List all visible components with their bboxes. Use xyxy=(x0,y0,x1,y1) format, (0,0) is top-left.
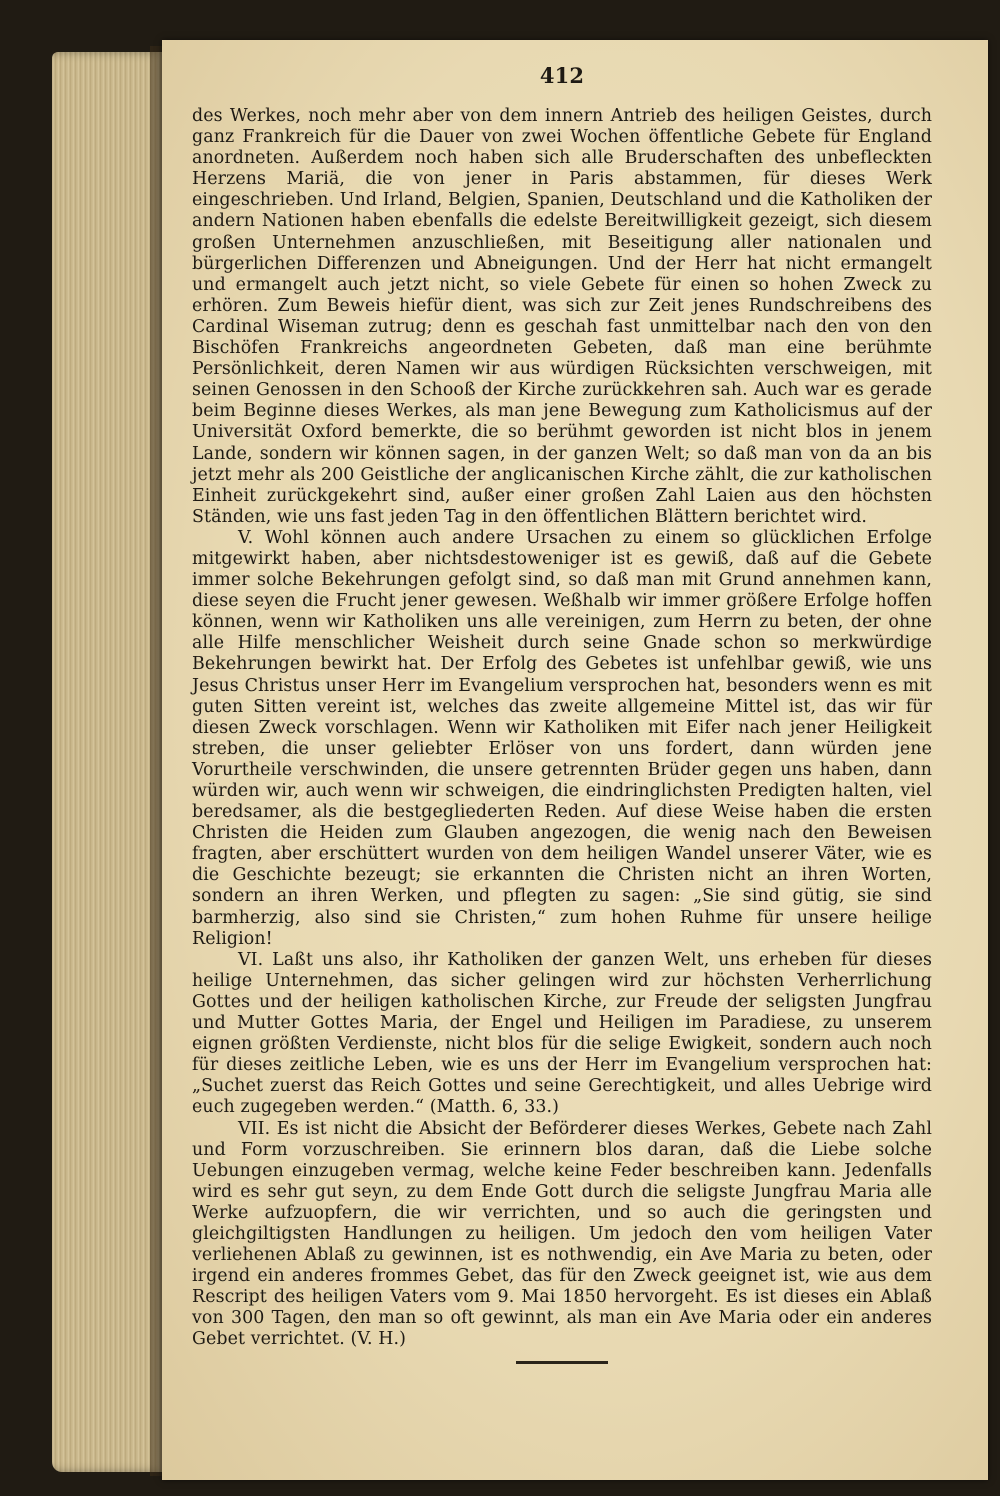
paragraph-section-v: V. Wohl können auch andere Ursachen zu einem so glücklichen Erfolge mitgewirkt haben, aber nichtsdestoweniger ist es gewiß, daß auf die Gebete immer solche Bekehrungen gefolgt sind, so daß man mit Grund annehmen kann, diese seyen die Frucht jener gewesen. Weßhalb wir immer größere Erfolge hoffen können, wenn wir Katholiken uns alle vereinigen, zum Herrn zu beten, der ohne alle Hilfe menschlicher Weisheit durch seine Gnade schon so merkwürdige Bekehrungen bewirkt hat. Der Erfolg des Gebetes ist unfehlbar gewiß, wie uns Jesus Christus unser Herr im Evangelium versprochen hat, besonders wenn es mit guten Sitten vereint ist, welches das zweite allgemeine Mittel ist, das wir für diesen Zweck vorschlagen. Wenn wir Katholiken mit Eifer nach jener Heiligkeit streben, die unser geliebter Erlöser von uns fordert, dann würden jene Vorurtheile verschwinden, die unsere getrennten Brüder gegen uns haben, dann würden wir, auch wenn wir schweigen, die eindringlichsten Predigten halten, viel beredsamer, als die bestgegliederten Reden. Auf diese Weise haben die ersten Christen die Heiden zum Glauben angezogen, die wenig nach den Beweisen fragten, aber erschüttert wurden von dem heiligen Wandel unserer Väter, wie es die Geschichte bezeugt; sie erkannten die Christen nicht an ihren Worten, sondern an ihren Werken, und pflegten zu sagen: „Sie sind gütig, sie sind barmherzig, also sind sie Christen,“ zum hohen Ruhme für unsere heilige Religion! xyxy=(192,527,932,949)
paragraph-section-vii: VII. Es ist nicht die Absicht der Beförderer dieses Werkes, Gebete nach Zahl und Form vorzuschreiben. Sie erinnern blos daran, daß die Liebe solche Uebungen einzugeben vermag, welche keine Feder beschreiben kann. Jedenfalls wird es sehr gut seyn, zu dem Ende Gott durch die seligste Jungfrau Maria alle Werke aufzuopfern, die wir verrichten, und so auch die geringsten und gleichgiltigsten Handlungen zu heiligen. Um jedoch den vom heiligen Vater verliehenen Ablaß zu gewinnen, ist es nothwendig, ein Ave Maria zu beten, oder irgend ein anderes frommes Gebet, das für den Zweck geeignet ist, wie aus dem Rescript des heiligen Vaters vom 9. Mai 1850 hervorgeht. Es ist dieses ein Ablaß von 300 Tagen, den man so oft gewinnt, als man ein Ave Maria oder ein anderes Gebet verrichtet. (V. H.) xyxy=(192,1118,932,1350)
paragraph-continuation: des Werkes, noch mehr aber von dem innern Antrieb des heiligen Geistes, durch ganz Frankreich für die Dauer von zwei Wochen öffentliche Gebete für England anordneten. Außerdem noch haben sich alle Bruderschaften des unbefleckten Herzens Mariä, die von jener in Paris abstammen, für dieses Werk eingeschrieben. Und Irland, Belgien, Spanien, Deutschland und die Katholiken der andern Nationen haben ebenfalls die edelste Bereitwilligkeit gezeigt, sich diesem großen Unternehmen anzuschließen, mit Beseitigung aller nationalen und bürgerlichen Differenzen und Abneigungen. Und der Herr hat nicht ermangelt und ermangelt auch jetzt nicht, so viele Gebete für einen so hohen Zweck zu erhören. Zum Beweis hiefür dient, was sich zur Zeit jenes Rundschreibens des Cardinal Wiseman zutrug; denn es geschah fast unmittelbar nach den von den Bischöfen Frankreichs angeordneten Gebeten, daß man eine berühmte Persönlichkeit, deren Namen wir aus würdigen Rücksichten verschweigen, mit seinen Genossen in den Schooß der Kirche zurückkehren sah. Auch war es gerade beim Beginne dieses Werkes, als man jene Bewegung zum Katholicismus auf der Universität Oxford bemerkte, die so berühmt geworden ist nicht blos in jenem Lande, sondern wir können sagen, in der ganzen Welt; so daß man von da an bis jetzt mehr als 200 Geistliche der anglicanischen Kirche zählt, die zur katholischen Einheit zurückgekehrt sind, außer einer großen Zahl Laien aus den höchsten Ständen, wie uns fast jeden Tag in den öffentlichen Blättern berichtet wird. xyxy=(192,106,932,527)
page-number: 412 xyxy=(539,63,585,88)
paragraph-section-vi: VI. Laßt uns also, ihr Katholiken der ganzen Welt, uns erheben für dieses heilige Unternehmen, das sicher gelingen wird zur höchsten Verherrlichung Gottes und der heiligen katholischen Kirche, zur Freude der seligsten Jungfrau und Mutter Gottes Maria, der Engel und Heiligen im Paradiese, zu unserem eignen größten Verdienste, nicht blos für die selige Ewigkeit, sondern auch noch für dieses zeitliche Leben, wie es uns der Herr im Evangelium versprochen hat: „Suchet zuerst das Reich Gottes und seine Gerechtigkeit, und alles Uebrige wird euch zugegeben werden.“ (Matth. 6, 33.) xyxy=(192,949,932,1118)
page-edges xyxy=(52,52,164,1472)
book-page xyxy=(162,40,988,1480)
closing-rule xyxy=(516,1361,608,1364)
text-block xyxy=(192,63,932,1364)
